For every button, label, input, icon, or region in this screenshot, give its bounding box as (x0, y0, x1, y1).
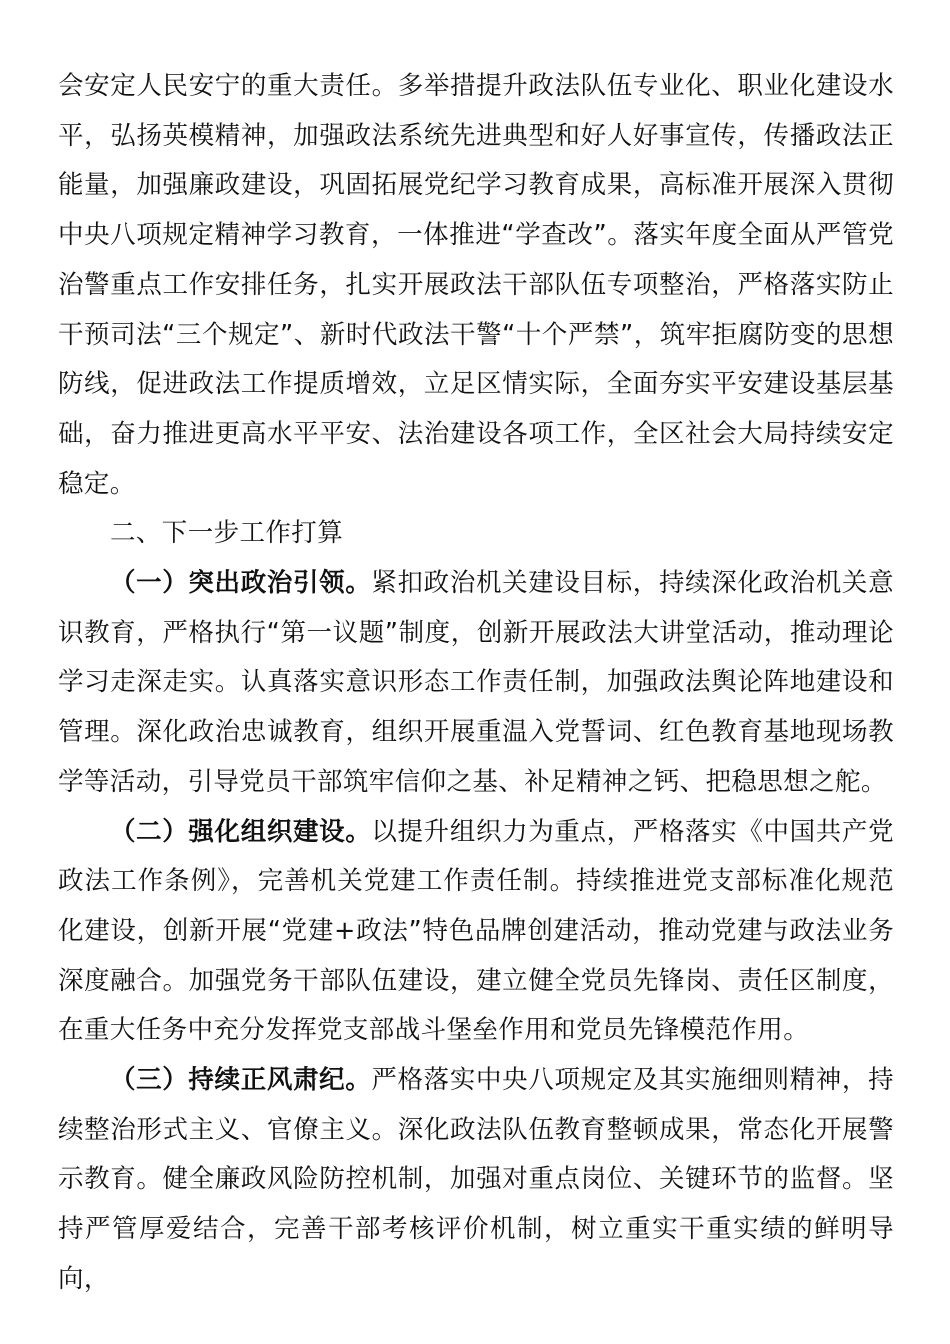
paragraph-heading: （三）持续正风肃纪。 (110, 1065, 372, 1096)
paragraph-text: 紧扣政治机关建设目标，持续深化政治机关意识教育，严格执行“第一议题”制度，创新开展政法大讲堂活动，推动理论学习走深走实。认真落实意识形态工作责任制，加强政法舆论阵地建设和管理。深化政治忠诚教育，组织开展重温入党誓词、红色教育基地现场教学等活动，引导党员干部筑牢信仰之基、补足精神之钙、把稳思想之舵。 (58, 568, 894, 797)
paragraph-text: 会安定人民安宁的重大责任。多举措提升政法队伍专业化、职业化建设水平，弘扬英模精神，加强政法系统先进典型和好人好事宣传，传播政法正能量，加强廉政建设，巩固拓展党纪学习教育成果，高标准开展深入贯彻中央八项规定精神学习教育，一体推进“学查改”。落实年度全面从严管党治警重点工作安排任务，扎实开展政法干部队伍专项整治，严格落实防止干预司法“三个规定”、新时代政法干警“十个严禁”，筑牢拒腐防变的思想防线，促进政法工作提质增效，立足区情实际，全面夯实平安建设基层基础，奋力推进更高水平平安、法治建设各项工作，全区社会大局持续安定稳定。 (58, 71, 894, 499)
paragraph-political-guidance (58, 559, 894, 808)
section-heading-next-steps (58, 509, 894, 559)
paragraph-continuation (58, 62, 894, 509)
paragraph-discipline (58, 1056, 894, 1305)
paragraph-heading: （一）突出政治引领。 (110, 568, 372, 599)
paragraph-heading: （二）强化组织建设。 (110, 816, 372, 847)
document-body (58, 62, 894, 1305)
paragraph-text: 严格落实中央八项规定及其实施细则精神，持续整治形式主义、官僚主义。深化政法队伍教育整顿成果，常态化开展警示教育。健全廉政风险防控机制，加强对重点岗位、关键环节的监督。坚持严管厚爱结合，完善干部考核评价机制，树立重实干重实绩的鲜明导向， (58, 1065, 894, 1294)
paragraph-text: 以提升组织力为重点，严格落实《中国共产党政法工作条例》，完善机关党建工作责任制。持续推进党支部标准化规范化建设，创新开展“党建+政法”特色品牌创建活动，推动党建与政法业务深度融合。加强党务干部队伍建设，建立健全党员先锋岗、责任区制度，在重大任务中充分发挥党支部战斗堡垒作用和党员先锋模范作用。 (58, 816, 894, 1046)
paragraph-organization-building (58, 808, 894, 1057)
section-heading-text: 二、下一步工作打算 (110, 518, 344, 549)
